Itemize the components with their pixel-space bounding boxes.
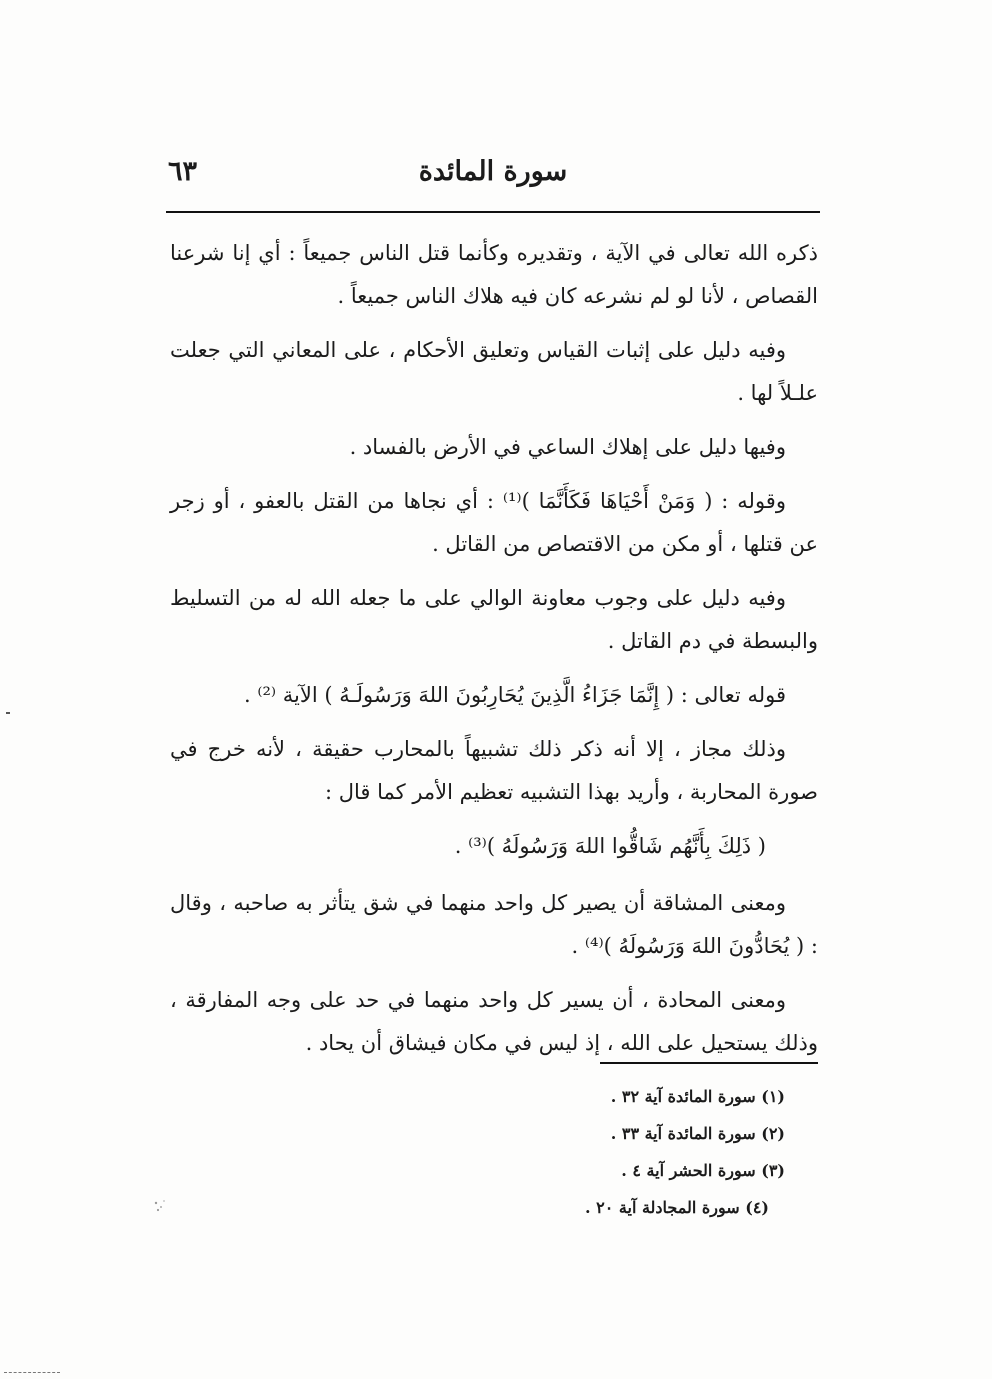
body-text (170, 232, 818, 1076)
paragraph: وفيه دليل على وجوب معاونة الوالي على ما جعله الله له من التسليط والبسطة في دم القاتل . (170, 586, 818, 653)
footnote: (١) سورة المائدة آية ٣٢ . (610, 1087, 785, 1106)
paragraph: وقوله : ( وَمَنْ أَحْيَاهَا فَكَأَنَّمَا )⁽¹⁾ : أي نجاها من القتل بالعفو ، أو زجر عن قتلها ، أو مكن من الاقتصاص من القاتل . (170, 489, 818, 556)
header-rule (166, 211, 820, 213)
page-number: ٦٣ (168, 156, 198, 187)
scan-specks (150, 1195, 172, 1217)
paragraph: قوله تعالى : ( إِنَّمَا جَزَاءُ الَّذِينَ يُحَارِبُونَ اللهَ وَرَسُولَـهُ ) الآية ⁽²⁾ . (243, 683, 786, 707)
scan-mark (6, 712, 10, 714)
paragraph: وذلك مجاز ، إلا أنه ذكر ذلك تشبيهاً بالمحارب حقيقة ، لأنه خرج في صورة المحاربة ، وأريد بهذا التشبيه تعظيم الأمر كما قال : (170, 737, 818, 804)
scan-mark (4, 1372, 60, 1373)
footnote: (٤) سورة المجادلة آية ٢٠ . (585, 1198, 769, 1217)
paragraph: ومعنى المحادة ، أن يسير كل واحد منهما في حد على وجه المفارقة ، وذلك يستحيل على الله ، إذ ليس في مكان فيشاق أن يحاد . (170, 988, 818, 1055)
paragraph: وفيها دليل على إهلاك الساعي في الأرض بالفساد . (349, 435, 786, 459)
footnote: (٢) سورة المائدة آية ٣٣ . (610, 1124, 785, 1143)
page-header (168, 150, 818, 200)
paragraph: وفيه دليل على إثبات القياس وتعليق الأحكام ، على المعاني التي جعلت علـلاً لها . (170, 338, 818, 405)
footnotes (500, 1078, 785, 1226)
running-title: سورة المائدة (418, 156, 568, 187)
paragraph: ذكره الله تعالى في الآية ، وتقديره وكأنما قتل الناس جميعاً : أي إنا شرعنا القصاص ، لأنا لو لم نشرعه كان فيه هلاك الناس جميعاً . (170, 241, 818, 308)
quran-verse-line: ( ذَلِكَ بِأَنَّهُم شَاقُّوا اللهَ وَرَسُولَهُ )⁽³⁾ . (454, 834, 766, 858)
footnote: (٣) سورة الحشر آية ٤ . (621, 1161, 785, 1180)
footnote-rule (600, 1062, 818, 1064)
paragraph: ومعنى المشاقة أن يصير كل واحد منهما في شق يتأثر به صاحبه ، وقال : ( يُحَادُّونَ اللهَ وَرَسُولَهُ )⁽⁴⁾ . (170, 891, 818, 958)
